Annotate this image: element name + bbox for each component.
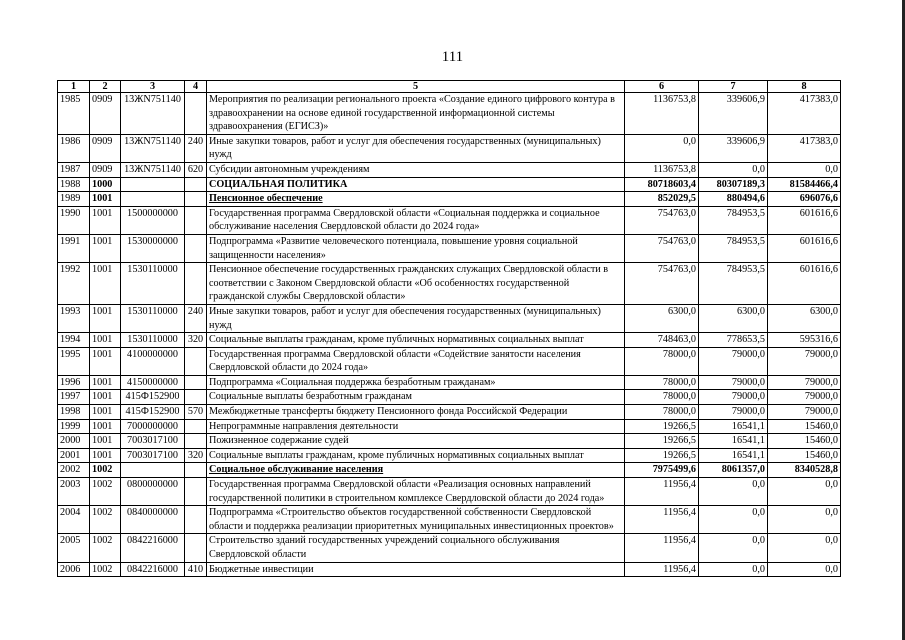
item-name-cell — [207, 506, 625, 534]
expense-type-cell — [185, 478, 207, 506]
expense-type-cell — [185, 263, 207, 305]
expense-type-cell: 620 — [185, 162, 207, 177]
target-article-cell: 0842216000 — [121, 534, 185, 562]
target-article-cell: 1530110000 — [121, 333, 185, 348]
item-name-cell — [207, 206, 625, 234]
expense-type-cell: 320 — [185, 448, 207, 463]
amount-col6-cell: 78000,0 — [625, 390, 699, 405]
item-name-cell — [207, 263, 625, 305]
expense-type-cell: 410 — [185, 562, 207, 577]
column-header-2: 2 — [90, 81, 121, 93]
amount-col7-cell: 79000,0 — [699, 390, 768, 405]
row-number-cell: 1988 — [58, 177, 90, 192]
item-name-text: Государственная программа Свердловской области «Реализация основных направлений государственной политики в строительном комплексе Свердловской области до 2024 года» — [209, 479, 605, 504]
expense-type-cell — [185, 206, 207, 234]
budget-table — [57, 80, 841, 577]
section-code-cell: 1001 — [90, 347, 121, 375]
expense-type-cell — [185, 390, 207, 405]
amount-col8-cell: 79000,0 — [768, 405, 841, 420]
section-code-cell: 1001 — [90, 263, 121, 305]
row-number-cell: 1996 — [58, 375, 90, 390]
target-article-cell: 4100000000 — [121, 347, 185, 375]
item-name-cell — [207, 375, 625, 390]
item-name-cell — [207, 434, 625, 449]
table-row — [58, 162, 841, 177]
table-row — [58, 390, 841, 405]
item-name-text: Государственная программа Свердловской области «Социальная поддержка и социальное обслуживание населения Свердловской области до 2024 года» — [209, 207, 600, 233]
item-name-cell — [207, 390, 625, 405]
amount-col6-cell: 1136753,8 — [625, 93, 699, 135]
row-number-cell: 1997 — [58, 390, 90, 405]
row-number-cell: 2005 — [58, 534, 90, 562]
amount-col7-cell: 784953,5 — [699, 206, 768, 234]
row-number-cell: 1989 — [58, 192, 90, 207]
amount-col7-cell: 0,0 — [699, 478, 768, 506]
row-number-cell: 1994 — [58, 333, 90, 348]
item-name-cell — [207, 347, 625, 375]
expense-type-cell — [185, 347, 207, 375]
section-code-cell: 1001 — [90, 206, 121, 234]
item-name-cell — [207, 234, 625, 262]
item-name-cell — [207, 419, 625, 434]
table-row — [58, 562, 841, 577]
section-code-cell: 0909 — [90, 93, 121, 135]
item-name-text: Мероприятия по реализации регионального проекта «Создание единого цифрового контура в здравоохранении на основе единой государственной информационной системы здравоохранения (ЕГИСЗ)» — [209, 94, 615, 133]
amount-col6-cell: 754763,0 — [625, 234, 699, 262]
row-number-cell: 1995 — [58, 347, 90, 375]
section-code-cell: 1002 — [90, 506, 121, 534]
section-code-cell: 0909 — [90, 162, 121, 177]
amount-col6-cell: 19266,5 — [625, 434, 699, 449]
amount-col8-cell: 8340528,8 — [768, 463, 841, 478]
table-row — [58, 134, 841, 162]
section-code-cell: 1001 — [90, 448, 121, 463]
amount-col8-cell: 417383,0 — [768, 93, 841, 135]
expense-type-cell: 240 — [185, 304, 207, 332]
target-article-cell: 7000000000 — [121, 419, 185, 434]
table-row — [58, 463, 841, 478]
amount-col7-cell: 0,0 — [699, 534, 768, 562]
target-article-cell — [121, 192, 185, 207]
section-code-cell: 1000 — [90, 177, 121, 192]
amount-col6-cell: 754763,0 — [625, 263, 699, 305]
expense-type-cell — [185, 93, 207, 135]
expense-type-cell — [185, 419, 207, 434]
expense-type-cell — [185, 506, 207, 534]
amount-col6-cell: 7975499,6 — [625, 463, 699, 478]
amount-col8-cell: 6300,0 — [768, 304, 841, 332]
amount-col6-cell: 1136753,8 — [625, 162, 699, 177]
target-article-cell: 7003017100 — [121, 434, 185, 449]
section-code-cell: 1002 — [90, 562, 121, 577]
table-row — [58, 206, 841, 234]
row-number-cell: 2003 — [58, 478, 90, 506]
target-article-cell: 1530110000 — [121, 304, 185, 332]
amount-col6-cell: 19266,5 — [625, 419, 699, 434]
item-name-text: Социальные выплаты гражданам, кроме публичных нормативных социальных выплат — [209, 449, 584, 461]
item-name-cell — [207, 534, 625, 562]
table-row — [58, 333, 841, 348]
item-name-text: Пенсионное обеспечение — [209, 193, 323, 205]
section-code-cell: 1001 — [90, 192, 121, 207]
amount-col7-cell: 79000,0 — [699, 405, 768, 420]
column-header-5: 5 — [207, 81, 625, 93]
table-header-row — [58, 81, 841, 93]
section-code-cell: 1001 — [90, 434, 121, 449]
amount-col8-cell: 79000,0 — [768, 390, 841, 405]
table-row — [58, 375, 841, 390]
section-code-cell: 1001 — [90, 333, 121, 348]
amount-col8-cell: 79000,0 — [768, 375, 841, 390]
item-name-cell — [207, 134, 625, 162]
target-article-cell: 0842216000 — [121, 562, 185, 577]
row-number-cell: 1992 — [58, 263, 90, 305]
amount-col8-cell: 595316,6 — [768, 333, 841, 348]
amount-col7-cell: 784953,5 — [699, 263, 768, 305]
target-article-cell: 13ЖN751140 — [121, 93, 185, 135]
item-name-text: СОЦИАЛЬНАЯ ПОЛИТИКА — [209, 178, 348, 190]
amount-col6-cell: 11956,4 — [625, 534, 699, 562]
item-name-cell — [207, 562, 625, 577]
amount-col6-cell: 78000,0 — [625, 375, 699, 390]
item-name-text: Государственная программа Свердловской области «Содействие занятости населения Свердловской области до 2024 года» — [209, 348, 581, 374]
amount-col7-cell: 16541,1 — [699, 448, 768, 463]
section-code-cell: 1001 — [90, 375, 121, 390]
item-name-text: Межбюджетные трансферты бюджету Пенсионного фонда Российской Федерации — [209, 406, 568, 418]
column-header-3: 3 — [121, 81, 185, 93]
amount-col6-cell: 754763,0 — [625, 206, 699, 234]
expense-type-cell — [185, 534, 207, 562]
item-name-text: Социальное обслуживание населения — [209, 464, 384, 476]
item-name-cell — [207, 333, 625, 348]
target-article-cell: 1500000000 — [121, 206, 185, 234]
row-number-cell: 2001 — [58, 448, 90, 463]
item-name-cell — [207, 304, 625, 332]
target-article-cell: 13ЖN751140 — [121, 162, 185, 177]
item-name-cell — [207, 405, 625, 420]
section-code-cell: 1001 — [90, 390, 121, 405]
amount-col7-cell: 0,0 — [699, 562, 768, 577]
item-name-cell — [207, 162, 625, 177]
page-number: 111 — [441, 49, 464, 65]
expense-type-cell — [185, 234, 207, 262]
target-article-cell: 415Ф152900 — [121, 405, 185, 420]
table-row — [58, 304, 841, 332]
item-name-text: Пенсионное обеспечение государственных гражданских служащих Свердловской области в соответствии с Законом Свердловской области «Об особенностях государственной гражданской службы Свердловской области» — [209, 264, 609, 303]
amount-col7-cell: 79000,0 — [699, 347, 768, 375]
item-name-text: Подпрограмма «Развитие человеческого потенциала, повышение уровня социальной защищенности населения» — [209, 235, 578, 261]
amount-col6-cell: 11956,4 — [625, 562, 699, 577]
row-number-cell: 2002 — [58, 463, 90, 478]
expense-type-cell: 240 — [185, 134, 207, 162]
expense-type-cell — [185, 375, 207, 390]
amount-col8-cell: 417383,0 — [768, 134, 841, 162]
column-header-6: 6 — [625, 81, 699, 93]
table-row — [58, 405, 841, 420]
amount-col7-cell: 880494,6 — [699, 192, 768, 207]
row-number-cell: 2004 — [58, 506, 90, 534]
amount-col7-cell: 80307189,3 — [699, 177, 768, 192]
amount-col8-cell: 601616,6 — [768, 234, 841, 262]
amount-col8-cell: 79000,0 — [768, 347, 841, 375]
section-code-cell: 1001 — [90, 419, 121, 434]
target-article-cell: 1530000000 — [121, 234, 185, 262]
amount-col6-cell: 19266,5 — [625, 448, 699, 463]
amount-col8-cell: 601616,6 — [768, 206, 841, 234]
item-name-cell — [207, 463, 625, 478]
item-name-text: Социальные выплаты безработным гражданам — [209, 391, 412, 403]
table-row — [58, 448, 841, 463]
amount-col7-cell: 784953,5 — [699, 234, 768, 262]
table-row — [58, 192, 841, 207]
amount-col7-cell: 16541,1 — [699, 419, 768, 434]
amount-col6-cell: 852029,5 — [625, 192, 699, 207]
expense-type-cell — [185, 192, 207, 207]
table-row — [58, 263, 841, 305]
section-code-cell: 1002 — [90, 463, 121, 478]
expense-type-cell: 570 — [185, 405, 207, 420]
amount-col6-cell: 80718603,4 — [625, 177, 699, 192]
column-header-7: 7 — [699, 81, 768, 93]
amount-col7-cell: 79000,0 — [699, 375, 768, 390]
row-number-cell: 1987 — [58, 162, 90, 177]
target-article-cell: 1530110000 — [121, 263, 185, 305]
item-name-text: Бюджетные инвестиции — [209, 563, 314, 575]
target-article-cell: 0840000000 — [121, 506, 185, 534]
item-name-cell — [207, 93, 625, 135]
section-code-cell: 1001 — [90, 405, 121, 420]
row-number-cell: 1986 — [58, 134, 90, 162]
row-number-cell: 2000 — [58, 434, 90, 449]
amount-col8-cell: 0,0 — [768, 478, 841, 506]
item-name-cell — [207, 177, 625, 192]
item-name-text: Субсидии автономным учреждениям — [209, 163, 370, 175]
amount-col7-cell: 339606,9 — [699, 134, 768, 162]
section-code-cell: 1002 — [90, 478, 121, 506]
amount-col7-cell: 0,0 — [699, 162, 768, 177]
amount-col7-cell: 339606,9 — [699, 93, 768, 135]
row-number-cell: 1999 — [58, 419, 90, 434]
table-row — [58, 506, 841, 534]
amount-col8-cell: 0,0 — [768, 162, 841, 177]
table-row — [58, 93, 841, 135]
row-number-cell: 1998 — [58, 405, 90, 420]
target-article-cell — [121, 463, 185, 478]
table-row — [58, 419, 841, 434]
expense-type-cell — [185, 177, 207, 192]
target-article-cell: 13ЖN751140 — [121, 134, 185, 162]
amount-col7-cell: 0,0 — [699, 506, 768, 534]
amount-col7-cell: 6300,0 — [699, 304, 768, 332]
row-number-cell: 1990 — [58, 206, 90, 234]
row-number-cell: 1993 — [58, 304, 90, 332]
target-article-cell: 0800000000 — [121, 478, 185, 506]
table-row — [58, 534, 841, 562]
expense-type-cell — [185, 434, 207, 449]
table-body — [58, 93, 841, 577]
item-name-text: Непрограммные направления деятельности — [209, 420, 399, 432]
amount-col6-cell: 0,0 — [625, 134, 699, 162]
row-number-cell: 1985 — [58, 93, 90, 135]
item-name-cell — [207, 448, 625, 463]
column-header-1: 1 — [58, 81, 90, 93]
amount-col8-cell: 696076,6 — [768, 192, 841, 207]
item-name-text: Подпрограмма «Строительство объектов государственной собственности Свердловской области и поддержка реализации приоритетных муниципальных инвестиционных проектов» — [209, 507, 614, 532]
item-name-text: Иные закупки товаров, работ и услуг для обеспечения государственных (муниципальных) нужд — [209, 305, 601, 331]
amount-col8-cell: 15460,0 — [768, 448, 841, 463]
amount-col8-cell: 0,0 — [768, 562, 841, 577]
table-row — [58, 347, 841, 375]
section-code-cell: 0909 — [90, 134, 121, 162]
expense-type-cell — [185, 463, 207, 478]
item-name-text: Пожизненное содержание судей — [209, 435, 349, 447]
section-code-cell: 1001 — [90, 304, 121, 332]
section-code-cell: 1001 — [90, 234, 121, 262]
row-number-cell: 1991 — [58, 234, 90, 262]
amount-col7-cell: 16541,1 — [699, 434, 768, 449]
item-name-text: Строительство зданий государственных учреждений социального обслуживания Свердловской области — [209, 535, 560, 560]
amount-col6-cell: 748463,0 — [625, 333, 699, 348]
amount-col6-cell: 11956,4 — [625, 478, 699, 506]
target-article-cell: 7003017100 — [121, 448, 185, 463]
target-article-cell: 4150000000 — [121, 375, 185, 390]
amount-col6-cell: 78000,0 — [625, 405, 699, 420]
amount-col8-cell: 0,0 — [768, 506, 841, 534]
target-article-cell: 415Ф152900 — [121, 390, 185, 405]
column-header-8: 8 — [768, 81, 841, 93]
item-name-text: Подпрограмма «Социальная поддержка безработным гражданам» — [209, 376, 496, 388]
table-row — [58, 177, 841, 192]
amount-col8-cell: 601616,6 — [768, 263, 841, 305]
table-row — [58, 478, 841, 506]
amount-col7-cell: 778653,5 — [699, 333, 768, 348]
amount-col7-cell: 8061357,0 — [699, 463, 768, 478]
section-code-cell: 1002 — [90, 534, 121, 562]
amount-col8-cell: 0,0 — [768, 534, 841, 562]
amount-col8-cell: 15460,0 — [768, 419, 841, 434]
target-article-cell — [121, 177, 185, 192]
item-name-text: Иные закупки товаров, работ и услуг для обеспечения государственных (муниципальных) нужд — [209, 135, 601, 161]
amount-col6-cell: 11956,4 — [625, 506, 699, 534]
table-row — [58, 234, 841, 262]
item-name-cell — [207, 478, 625, 506]
table-row — [58, 434, 841, 449]
item-name-cell — [207, 192, 625, 207]
row-number-cell: 2006 — [58, 562, 90, 577]
amount-col6-cell: 78000,0 — [625, 347, 699, 375]
amount-col8-cell: 81584466,4 — [768, 177, 841, 192]
column-header-4: 4 — [185, 81, 207, 93]
amount-col6-cell: 6300,0 — [625, 304, 699, 332]
expense-type-cell: 320 — [185, 333, 207, 348]
item-name-text: Социальные выплаты гражданам, кроме публичных нормативных социальных выплат — [209, 334, 584, 346]
amount-col8-cell: 15460,0 — [768, 434, 841, 449]
